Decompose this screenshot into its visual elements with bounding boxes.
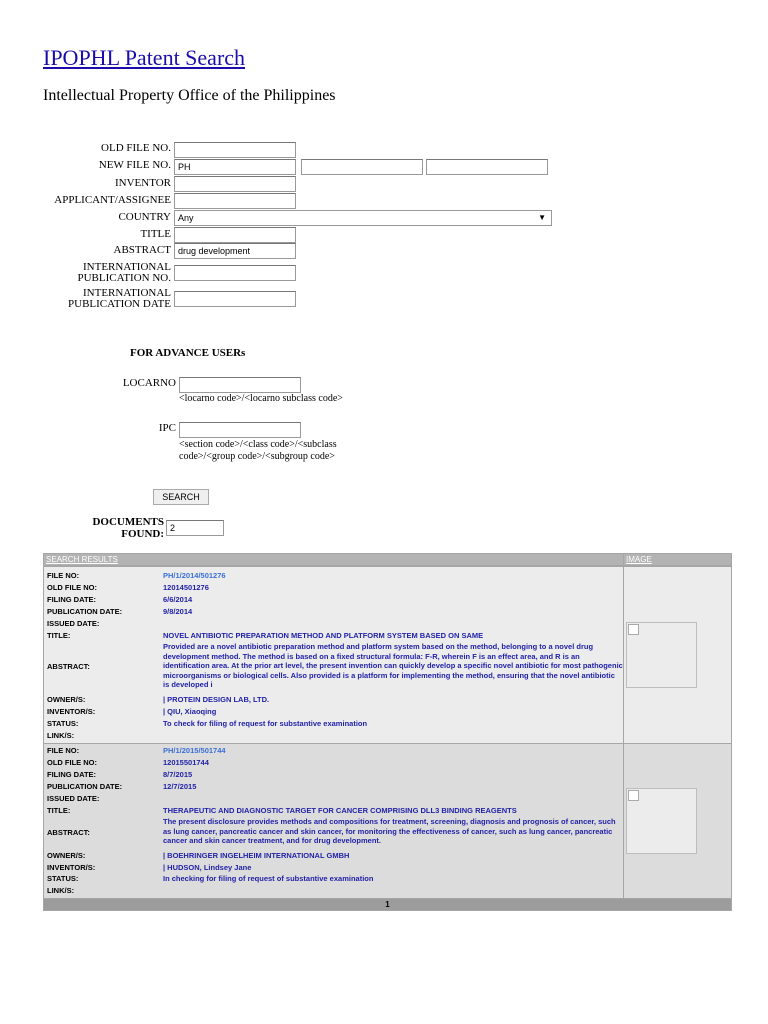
links-label: LINK/S: bbox=[47, 886, 75, 895]
broken-image-icon bbox=[628, 624, 639, 635]
owners-label: OWNER/S: bbox=[47, 851, 86, 860]
file-no-label: FILE NO: bbox=[47, 746, 80, 755]
abstract-label: ABSTRACT: bbox=[47, 828, 90, 837]
status-label: STATUS: bbox=[47, 719, 79, 728]
inventors-label: INVENTOR/S: bbox=[47, 863, 96, 872]
inventor-input[interactable] bbox=[174, 176, 296, 192]
intl-pub-no-label-line1: INTERNATIONAL bbox=[83, 261, 171, 273]
results-table bbox=[43, 553, 732, 911]
links-label: LINK/S: bbox=[47, 731, 75, 740]
new-file-no-input[interactable]: PH bbox=[174, 159, 296, 175]
documents-found-label bbox=[92, 516, 164, 540]
ipc-input[interactable] bbox=[179, 422, 301, 438]
ipc-hint-line2: code>/<group code>/<subgroup code> bbox=[179, 451, 335, 462]
title-value: THERAPEUTIC AND DIAGNOSTIC TARGET FOR CANCER COMPRISING DLL3 BINDING REAGENTS bbox=[163, 806, 517, 815]
status-value: To check for filing of request for substantive examination bbox=[163, 719, 368, 728]
intl-pub-no-input[interactable] bbox=[174, 265, 296, 281]
locarno-label: LOCARNO bbox=[122, 377, 176, 389]
publication-date-value: 9/8/2014 bbox=[163, 607, 193, 616]
image-header[interactable]: IMAGE bbox=[624, 554, 731, 565]
ipc-label: IPC bbox=[158, 422, 176, 434]
abstract-label: ABSTRACT: bbox=[47, 662, 90, 671]
old-file-no-input[interactable] bbox=[174, 142, 296, 158]
publication-date-label: PUBLICATION DATE: bbox=[47, 607, 123, 616]
dropdown-arrow-icon: ▼ bbox=[538, 213, 546, 222]
title-label: TITLE: bbox=[47, 806, 71, 815]
status-value: In checking for filing of request of substantive examination bbox=[163, 874, 374, 883]
intl-pub-no-label-line2: PUBLICATION NO. bbox=[77, 272, 171, 284]
search-results-header[interactable]: SEARCH RESULTS bbox=[44, 554, 623, 565]
page-title-link[interactable]: IPOPHL Patent Search bbox=[43, 45, 246, 70]
owners-value: | PROTEIN DESIGN LAB, LTD. bbox=[163, 695, 270, 704]
patent-image[interactable] bbox=[626, 622, 697, 688]
applicant-label: APPLICANT/ASSIGNEE bbox=[54, 194, 171, 206]
old-file-no-label: OLD FILE NO: bbox=[47, 583, 97, 592]
filing-date-value: 6/6/2014 bbox=[163, 595, 193, 604]
search-button[interactable]: SEARCH bbox=[153, 489, 209, 505]
locarno-input[interactable] bbox=[179, 377, 301, 393]
old-file-no-label: OLD FILE NO. bbox=[101, 142, 171, 154]
old-file-no-value: 12015501744 bbox=[163, 758, 209, 767]
file-no-link[interactable]: PH/1/2014/501276 bbox=[163, 571, 226, 580]
inventors-value: | HUDSON, Lindsey Jane bbox=[163, 863, 252, 872]
inventors-label: INVENTOR/S: bbox=[47, 707, 96, 716]
patent-image[interactable] bbox=[626, 788, 697, 854]
locarno-hint: <locarno code>/<locarno subclass code> bbox=[179, 393, 343, 404]
new-file-no-label: NEW FILE NO. bbox=[98, 159, 171, 171]
abstract-input[interactable]: drug development bbox=[174, 243, 296, 259]
applicant-input[interactable] bbox=[174, 193, 296, 209]
owners-label: OWNER/S: bbox=[47, 695, 86, 704]
issued-date-label: ISSUED DATE: bbox=[47, 619, 100, 628]
owners-value: | BOEHRINGER INGELHEIM INTERNATIONAL GMBH bbox=[163, 851, 350, 860]
ipc-hint-line1: <section code>/<class code>/<subclass bbox=[179, 439, 337, 450]
new-file-no-input-3[interactable] bbox=[426, 159, 548, 175]
abstract-value: Provided are a novel antibiotic preparation method and platform system based on the method, belonging to a novel drug development method. The method is based on a fixed structural formula: F-R, wherein F is an effect area, and R is an identification area. At the prior art level, the present invention can quickly develop a specific novel antibiotic for most pathogenic microorganisms or biological cells. Also provided is a platform for implementing the method, ensuring that the novel antibiotic is developed i bbox=[163, 642, 623, 689]
intl-pub-date-input[interactable] bbox=[174, 291, 296, 307]
image-cell bbox=[624, 567, 731, 743]
country-label: COUNTRY bbox=[118, 211, 171, 223]
status-label: STATUS: bbox=[47, 874, 79, 883]
publication-date-label: PUBLICATION DATE: bbox=[47, 782, 123, 791]
issued-date-label: ISSUED DATE: bbox=[47, 794, 100, 803]
country-select[interactable] bbox=[174, 210, 552, 226]
old-file-no-value: 12014501276 bbox=[163, 583, 209, 592]
new-file-no-input-2[interactable] bbox=[301, 159, 423, 175]
advanced-heading: FOR ADVANCE USERs bbox=[130, 347, 246, 359]
file-no-label: FILE NO: bbox=[47, 571, 80, 580]
image-cell bbox=[624, 744, 731, 898]
inventors-value: | QIU, Xiaoqing bbox=[163, 707, 217, 716]
documents-found-value: 2 bbox=[166, 520, 224, 536]
page-subtitle: Intellectual Property Office of the Philippines bbox=[43, 87, 336, 104]
filing-date-value: 8/7/2015 bbox=[163, 770, 193, 779]
title-label: TITLE: bbox=[47, 631, 71, 640]
filing-date-label: FILING DATE: bbox=[47, 770, 97, 779]
intl-pub-date-label-line2: PUBLICATION DATE bbox=[68, 298, 171, 310]
documents-found-label-line1: DOCUMENTS bbox=[92, 516, 164, 528]
abstract-label: ABSTRACT bbox=[113, 244, 171, 256]
file-no-link[interactable]: PH/1/2015/501744 bbox=[163, 746, 226, 755]
title-input[interactable] bbox=[174, 227, 296, 243]
country-selected-value: Any bbox=[178, 213, 194, 223]
pagination-page-1[interactable]: 1 bbox=[44, 899, 731, 910]
result-record bbox=[44, 744, 623, 898]
filing-date-label: FILING DATE: bbox=[47, 595, 97, 604]
abstract-value: The present disclosure provides methods and compositions for treatment, screening, diagnosis and prognosis of cancer, such as lung cancer, pancreatic cancer and skin cancer, for monitoring the effectiveness of cancer, such as lung cancer, pancreatic cancer and skin cancer treatment, and for drug development. bbox=[163, 817, 616, 845]
old-file-no-label: OLD FILE NO: bbox=[47, 758, 97, 767]
title-value: NOVEL ANTIBIOTIC PREPARATION METHOD AND PLATFORM SYSTEM BASED ON SAME bbox=[163, 631, 484, 640]
result-record bbox=[44, 567, 623, 743]
title-label: TITLE bbox=[140, 228, 171, 240]
documents-found-label-line2: FOUND: bbox=[121, 528, 164, 540]
publication-date-value: 12/7/2015 bbox=[163, 782, 197, 791]
inventor-label: INVENTOR bbox=[114, 177, 171, 189]
broken-image-icon bbox=[628, 790, 639, 801]
intl-pub-date-label-line1: INTERNATIONAL bbox=[83, 287, 171, 299]
